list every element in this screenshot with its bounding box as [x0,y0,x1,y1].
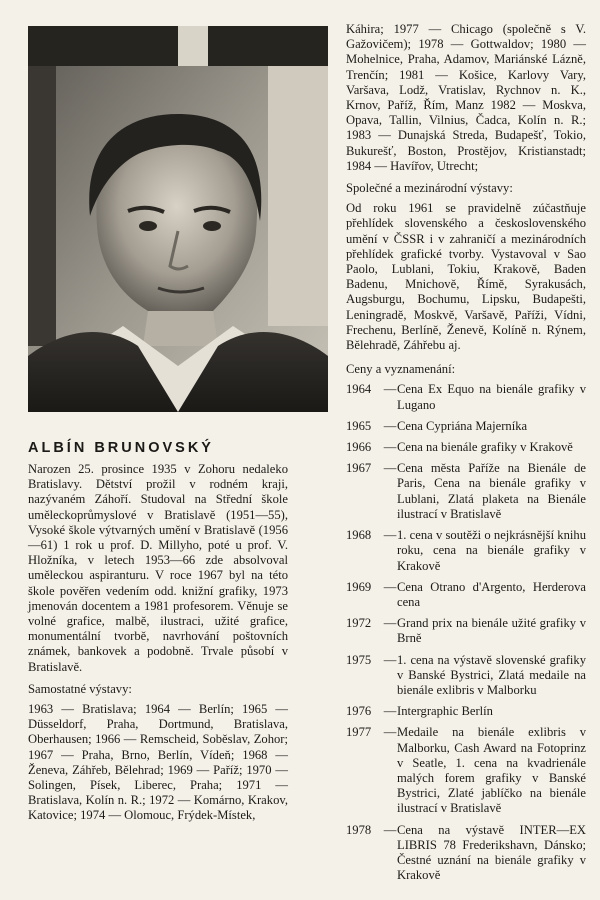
award-year: 1964 [346,382,372,397]
award-year: 1978 [346,822,372,837]
award-dash: — [383,418,397,433]
award-year: 1965 [346,418,372,433]
award-text: Cena na výstavě INTER—EX LIBRIS 78 Frederikshavn, Dánsko; Čestné uznání na bienále grafiky v Krakově [397,822,586,883]
award-text: Cena Otrano d'Argento, Herderova cena [397,579,586,609]
right-column [346,22,586,889]
award-dash: — [383,528,397,543]
portrait-photo [28,26,328,412]
award-item [346,616,586,646]
award-text: Cena Cypriána Majerníka [397,418,528,433]
award-item [346,725,586,816]
solo-exhibitions-text-left: 1963 — Bratislava; 1964 — Berlín; 1965 — Düsseldorf, Praha, Dortmund, Bratislava, Oberhausen; 1966 — Remscheid, Soběslav, Zohor; 1967 — Praha, Brno, Berlín, Vídeň; 1968 — Ženeva, Záhřeb, Bělehrad; 1969 — Paříž; 1970 — Solingen, Písek, Liberec, Praha; 1971 — Bratislava, Kolín n. R.; 1972 — Komárno, Krakov, Katovice; 1974 — Olomouc, Frýdek-Místek, [28,702,288,823]
award-text: Medaile na bienále exlibris v Malborku, Cash Award na Fotoprinz v Seatle, 1. cena na kvadrienále malých forem grafiky v Banské Bystrici, Zlaté jablíčko na bienále ilustrací v Bratislavě [397,725,586,816]
biography-text: Narozen 25. prosince 1935 v Zohoru nedaleko Bratislavy. Dětství prožil v rodném kraji, nazývaném Záhoří. Studoval na Střední škole uměleckoprůmyslové v Bratislavě (1951—55), Vysoké škole výtvarných umění v Bratislavě (1956—61) 1 rok u prof. D. Millyho, poté u prof. V. Hložníka, v letech 1953—66 zde absolvoval uměleckou aspiranturu. V roce 1967 byl na této škole pověřen vedením odd. knižní grafiky, 1973 jmenován docentem a 1981 profesorem. Věnuje se volné grafice, malbě, ilustraci, užité grafice, monumentální tvorbě, navrhování poštovních známek, bankovek a podobně. Trvale působí v Bratislavě. [28,462,288,674]
award-item [346,440,586,455]
award-dash: — [383,704,397,719]
award-dash: — [383,461,397,476]
award-dash: — [383,652,397,667]
award-dash: — [383,725,397,740]
group-exhibitions-title: Společné a mezinárodní výstavy: [346,181,513,196]
award-year: 1972 [346,616,372,631]
award-year: 1975 [346,652,372,667]
left-column [28,462,288,824]
award-year: 1976 [346,704,372,719]
award-dash: — [383,440,397,455]
award-item [346,382,586,412]
solo-exhibitions-title: Samostatné výstavy: [28,681,132,696]
awards-list [346,382,586,883]
award-item [346,704,586,719]
award-dash: — [383,822,397,837]
award-item [346,461,586,522]
award-dash: — [383,616,397,631]
award-year: 1977 [346,725,372,740]
award-dash: — [383,382,397,397]
award-text: Cena Ex Equo na bienále grafiky v Lugano [397,382,586,412]
award-year: 1966 [346,440,372,455]
award-item [346,528,586,574]
artist-name: ALBÍN BRUNOVSKÝ [28,440,214,456]
award-text: Grand prix na bienále užité grafiky v Brně [397,616,586,646]
award-text: Cena města Paříže na Bienále de Paris, Cena na bienále grafiky v Lublani, Zlatá plaketa na Bienále ilustrací v Bratislavě [397,461,586,521]
award-item [346,580,586,610]
solo-exhibitions-text-right: Káhira; 1977 — Chicago (společně s V. Gažovičem); 1978 — Gottwaldov; 1980 — Mohelnice, Praha, Adamov, Mariánské Lázně, Trenčín; 1981 — Košice, Karlovy Vary, Varšava, Lodž, Vratislav, Rychnov n. K., Krnov, Paříž, Řím, Manz 1982 — Moskva, Opava, Tallin, Vilnius, Čadca, Kolín n. R.; 1983 — Dunajská Streda, Budapešť, Tokio, Bukurešť, Boston, Prostějov, Kristianstadt; 1984 — Havířov, Utrecht; [346,22,586,173]
award-year: 1969 [346,579,372,594]
award-dash: — [383,579,397,594]
award-text: 1. cena v soutěži o nejkrásnější knihu roku, cena na bienále grafiky v Krakově [397,528,586,573]
award-item [346,823,586,884]
award-text: Intergraphic Berlín [397,704,493,719]
award-text: 1. cena na výstavě slovenské grafiky v Banské Bystrici, Zlatá medaile na bienále exlibris v Malborku [397,652,586,697]
award-year: 1968 [346,528,372,543]
group-exhibitions-text: Od roku 1961 se pravidelně zúčastňuje přehlídek slovenského a československého umění v ČSSR i v zahraničí a mezinárodních přehlídek grafické tvorby. Vystavoval v Sao Paolo, Lublani, Tokiu, Krakově, Baden Badenu, Mnichově, Římě, Syrakusách, Augsburgu, Bochumu, Lipsku, Budapešti, Leningradě, Moskvě, Varšavě, Paříži, Vídni, Frechenu, Berlíně, Ženevě, Kolíně n. Rýnem, Bělehradě, Záhřebu aj. [346,201,586,353]
awards-title: Ceny a vyznamenání: [346,362,456,377]
award-text: Cena na bienále grafiky v Krakově [397,440,573,455]
award-item [346,419,586,434]
award-year: 1967 [346,461,372,476]
award-item [346,653,586,699]
